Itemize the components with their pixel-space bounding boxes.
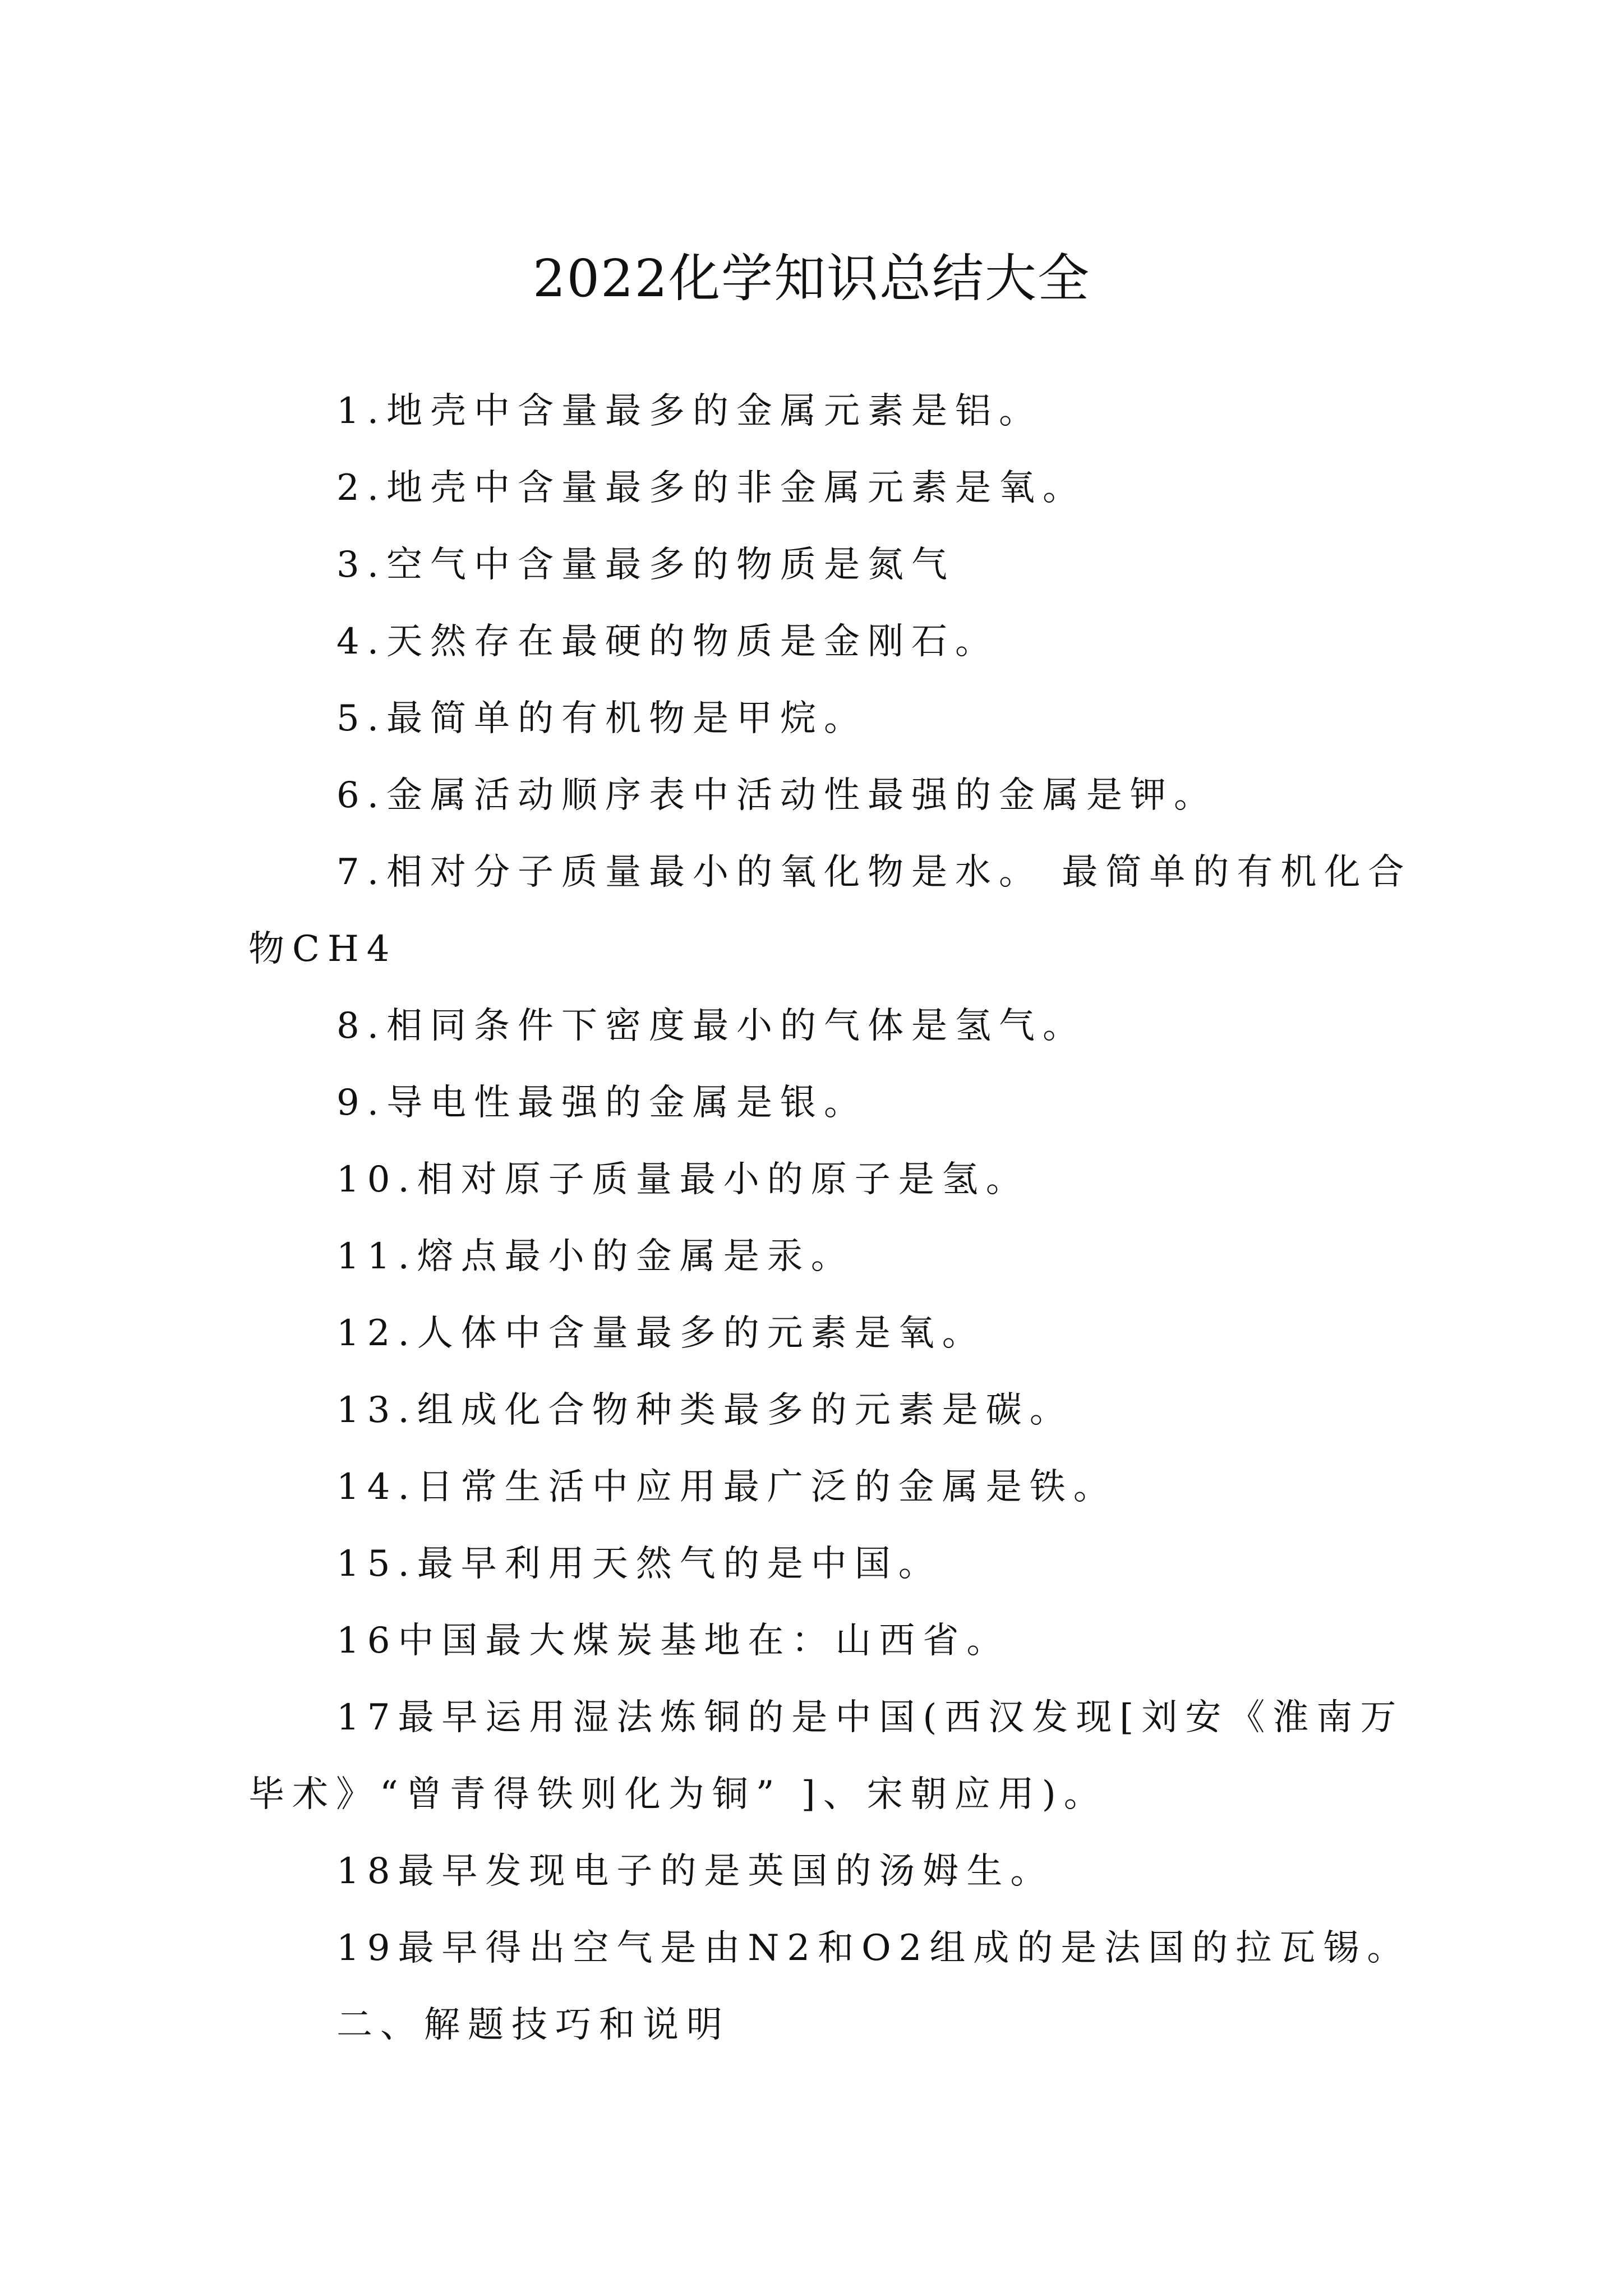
paragraph-11: 11.熔点最小的金属是汞。: [336, 1236, 855, 1277]
paragraph-13: 13.组成化合物种类最多的元素是碳。: [336, 1389, 1073, 1431]
document-title: 2022化学知识总结大全: [532, 248, 1091, 309]
paragraph-17: 17最早运用湿法炼铜的是中国(西汉发现[刘安《淮南万毕术》“曾青得铁则化为铜” ]、宋朝应用)。: [248, 1697, 1404, 1815]
paragraph-6: 6.金属活动顺序表中活动性最强的金属是钾。: [336, 775, 1218, 816]
section-heading: 二、解题技巧和说明: [336, 2004, 730, 2046]
paragraph-7: 7.相对分子质量最小的氧化物是水。 最简单的有机化合物CH4: [248, 852, 1412, 970]
paragraph-8: 8.相同条件下密度最小的气体是氢气。: [336, 1005, 1087, 1047]
paragraph-1: 1.地壳中含量最多的金属元素是铝。: [336, 390, 1043, 432]
paragraph-9: 9.导电性最强的金属是银。: [336, 1082, 868, 1124]
paragraph-15: 15.最早利用天然气的是中国。: [336, 1543, 942, 1585]
paragraph-4: 4.天然存在最硬的物质是金刚石。: [336, 621, 999, 662]
paragraph-18: 18最早发现电子的是英国的汤姆生。: [336, 1851, 1054, 1892]
paragraph-12: 12.人体中含量最多的元素是氧。: [336, 1313, 986, 1354]
document-body: [248, 373, 1412, 2064]
paragraph-14: 14.日常生活中应用最广泛的金属是铁。: [336, 1466, 1117, 1508]
paragraph-2: 2.地壳中含量最多的非金属元素是氧。: [336, 467, 1087, 509]
paragraph-19: 19最早得出空气是由N2和O2组成的是法国的拉瓦锡。: [336, 1927, 1411, 1969]
paragraph-5: 5.最简单的有机物是甲烷。: [336, 698, 868, 739]
paragraph-3: 3.空气中含量最多的物质是氮气: [336, 544, 956, 586]
paragraph-16: 16中国最大煤炭基地在：山西省。: [336, 1620, 1011, 1662]
paragraph-10: 10.相对原子质量最小的原子是氢。: [336, 1159, 1030, 1200]
